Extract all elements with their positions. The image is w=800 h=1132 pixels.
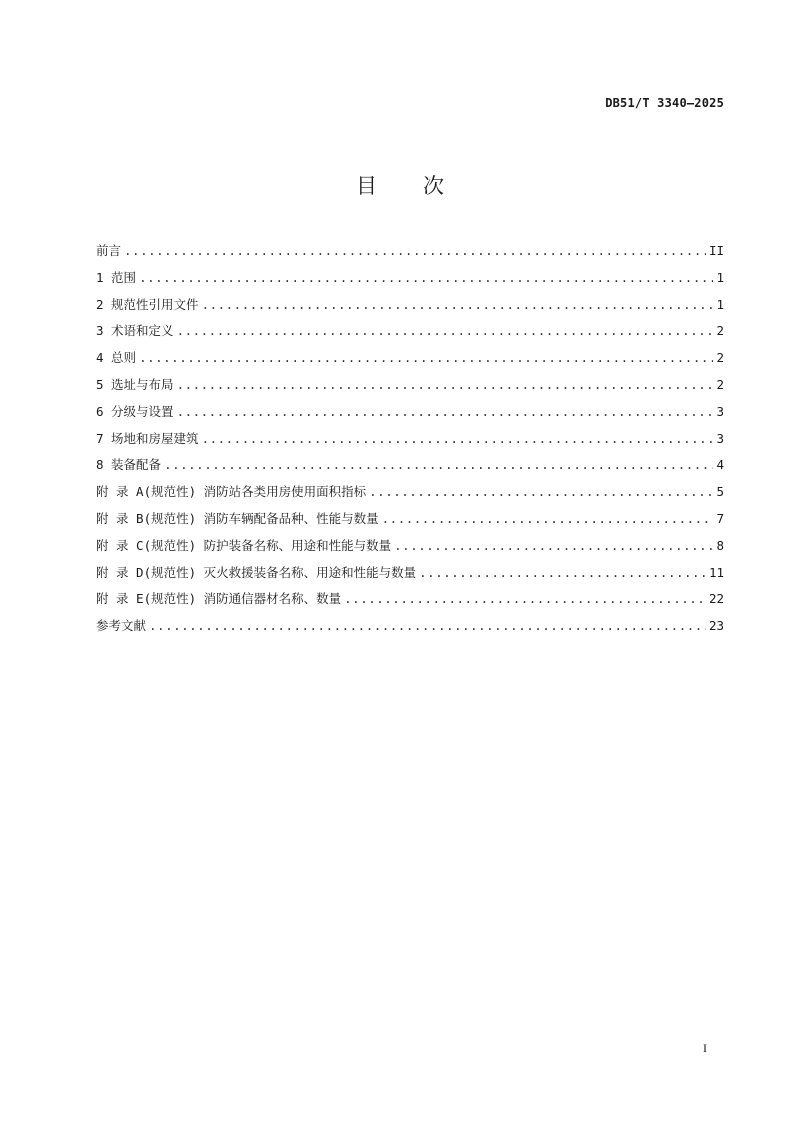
dot-leader — [202, 431, 714, 446]
dot-leader — [344, 591, 706, 606]
toc-entry-page: 4 — [716, 457, 724, 473]
toc-entry-appendix-a[interactable] — [96, 482, 724, 509]
toc-entry-page: 1 — [716, 269, 724, 285]
dot-leader — [394, 538, 713, 553]
toc-entry-foreword[interactable] — [96, 241, 724, 268]
dot-leader — [124, 243, 706, 258]
toc-entry-scope[interactable] — [96, 268, 724, 295]
toc-entry-label: 附 录 A(规范性) 消防站各类用房使用面积指标 — [96, 484, 367, 500]
dot-leader — [164, 457, 713, 472]
dot-leader — [177, 404, 714, 419]
toc-entry-label: 6 分级与设置 — [96, 403, 174, 419]
toc-entry-label: 附 录 E(规范性) 消防通信器材名称、数量 — [96, 591, 342, 607]
toc-entry-page: 1 — [716, 296, 724, 312]
toc-entry-site-buildings[interactable] — [96, 429, 724, 456]
toc-entry-page: 3 — [716, 430, 724, 446]
toc-entry-page: 2 — [716, 376, 724, 392]
toc-entry-label: 4 总则 — [96, 350, 137, 366]
dot-leader — [149, 618, 706, 633]
toc-entry-page: 11 — [708, 564, 724, 580]
toc-entry-page: 23 — [708, 618, 724, 634]
toc-entry-label: 附 录 D(规范性) 灭火救援装备名称、用途和性能与数量 — [96, 564, 417, 580]
toc-entry-label: 前言 — [96, 243, 122, 258]
toc-entry-page: 3 — [716, 403, 724, 419]
toc-entry-general[interactable] — [96, 348, 724, 375]
document-code: DB51/T 3340—2025 — [605, 96, 724, 110]
toc-entry-bibliography[interactable] — [96, 616, 724, 643]
dot-leader — [202, 297, 714, 312]
toc-entry-label: 7 场地和房屋建筑 — [96, 430, 199, 446]
toc-entry-page: 2 — [716, 350, 724, 366]
dot-leader — [369, 484, 713, 499]
toc-entry-label: 参考文献 — [96, 618, 147, 634]
toc-entry-normative-references[interactable] — [96, 295, 724, 322]
toc-entry-classification[interactable] — [96, 402, 724, 429]
toc-entry-label: 2 规范性引用文件 — [96, 296, 199, 312]
toc-entry-page: 22 — [708, 591, 724, 607]
toc-entry-terms-definitions[interactable] — [96, 321, 724, 348]
toc-entry-label: 5 选址与布局 — [96, 376, 174, 392]
toc-entry-appendix-d[interactable] — [96, 563, 724, 590]
dot-leader — [139, 270, 713, 285]
toc-entry-label: 1 范围 — [96, 269, 137, 285]
toc-entry-equipment[interactable] — [96, 455, 724, 482]
dot-leader — [382, 511, 714, 526]
page-title: 目次 — [356, 174, 490, 198]
toc-entry-label: 附 录 C(规范性) 防护装备名称、用途和性能与数量 — [96, 537, 392, 553]
toc-entry-page: 2 — [716, 323, 724, 339]
dot-leader — [139, 350, 713, 365]
dot-leader — [177, 323, 714, 338]
dot-leader — [419, 565, 706, 580]
toc-entry-label: 附 录 B(规范性) 消防车辆配备品种、性能与数量 — [96, 510, 379, 526]
toc-entry-appendix-e[interactable] — [96, 589, 724, 616]
toc-entry-label: 3 术语和定义 — [96, 323, 174, 339]
toc-entry-appendix-b[interactable] — [96, 509, 724, 536]
page-number: I — [703, 1041, 707, 1055]
dot-leader — [177, 377, 714, 392]
toc-entry-label: 8 装备配备 — [96, 457, 162, 473]
toc-entry-site-layout[interactable] — [96, 375, 724, 402]
toc-entry-page: 7 — [716, 510, 724, 526]
toc-entry-page: 8 — [716, 537, 724, 553]
toc-entry-page: II — [708, 243, 724, 258]
table-of-contents — [96, 241, 724, 643]
toc-entry-appendix-c[interactable] — [96, 536, 724, 563]
toc-entry-page: 5 — [716, 484, 724, 500]
